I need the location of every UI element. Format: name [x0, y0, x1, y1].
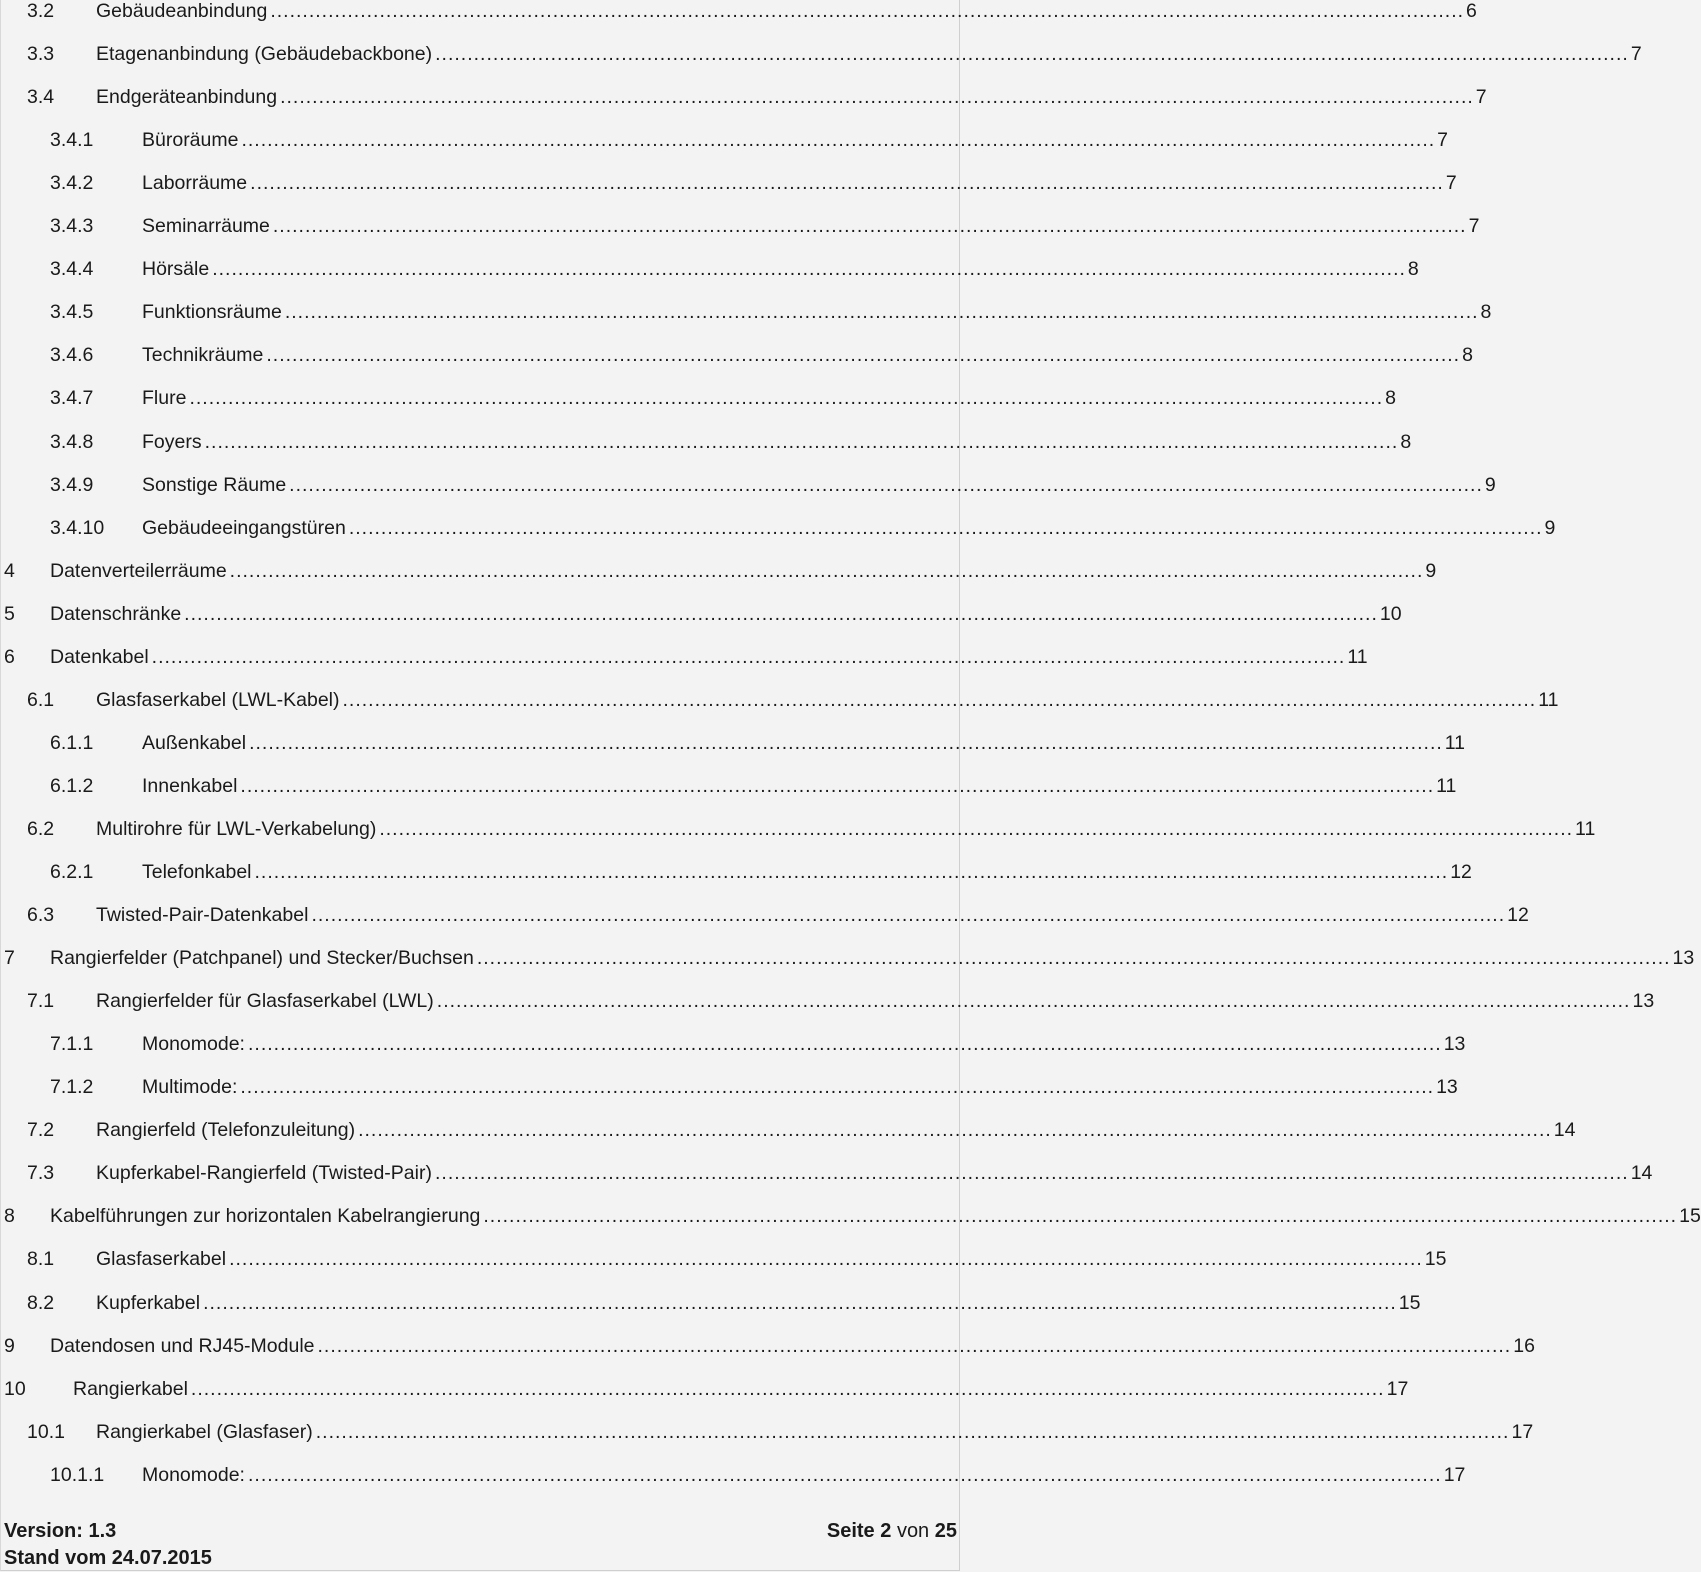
toc-entry[interactable]	[50, 128, 1449, 152]
toc-title: Außenkabel	[142, 731, 247, 754]
toc-entry[interactable]	[50, 774, 1457, 798]
toc-title: Gebäudeeingangstüren	[142, 516, 346, 539]
toc-number: 7.3	[27, 1162, 55, 1185]
toc-number: 3.3	[27, 43, 55, 66]
toc-leader-dots: ..........................................................................................................................................................................................	[483, 1205, 1678, 1228]
toc-number: 10	[4, 1377, 26, 1400]
toc-title: Multirohre für LWL-Verkabelung)	[96, 817, 377, 840]
toc-entry[interactable]	[4, 645, 1368, 669]
toc-page: 8	[1480, 301, 1492, 324]
toc-page: 11	[1575, 817, 1596, 840]
toc-page: 15	[1424, 1248, 1447, 1271]
toc-entry[interactable]	[50, 386, 1396, 410]
toc-page: 11	[1444, 731, 1466, 754]
toc-page: 11	[1538, 688, 1559, 711]
toc-number: 3.4.10	[50, 516, 105, 539]
toc-page: 17	[1511, 1420, 1534, 1443]
toc-entry[interactable]	[50, 343, 1473, 367]
toc-number: 8	[4, 1205, 15, 1228]
toc-entry[interactable]	[50, 430, 1412, 454]
toc-page: 8	[1400, 430, 1412, 453]
toc-entry[interactable]	[27, 1420, 1534, 1444]
toc-page: 8	[1407, 258, 1419, 281]
toc-number: 6.3	[27, 904, 55, 927]
toc-entry[interactable]	[27, 989, 1655, 1013]
toc-title: Rangierkabel (Glasfaser)	[96, 1420, 313, 1443]
toc-page: 7	[1630, 43, 1642, 66]
toc-leader-dots: ..........................................................................................................................................................................................	[241, 129, 1436, 152]
toc-title: Twisted-Pair-Datenkabel	[96, 904, 309, 927]
toc-number: 3.4	[27, 86, 55, 109]
toc-title: Rangierfelder für Glasfaserkabel (LWL)	[96, 990, 434, 1013]
toc-leader-dots: ..........................................................................................................................................................................................	[190, 1377, 1385, 1400]
toc-leader-dots: ..........................................................................................................................................................................................	[184, 602, 1378, 625]
toc-entry[interactable]	[50, 473, 1496, 497]
toc-number: 3.4.5	[50, 301, 94, 324]
toc-page: 13	[1436, 1076, 1458, 1099]
toc-title: Foyers	[142, 430, 202, 453]
toc-title: Rangierkabel	[73, 1377, 188, 1400]
toc-title: Laborräume	[142, 172, 248, 195]
toc-leader-dots: ..........................................................................................................................................................................................	[229, 559, 1424, 582]
toc-leader-dots: ..........................................................................................................................................................................................	[229, 1248, 1423, 1271]
toc-number: 3.4.2	[50, 172, 94, 195]
toc-title: Multimode:	[142, 1076, 238, 1099]
toc-title: Sonstige Räume	[142, 473, 287, 496]
toc-title: Monomode:	[142, 1033, 245, 1056]
toc-entry[interactable]	[4, 1334, 1535, 1358]
toc-leader-dots: ..........................................................................................................................................................................................	[247, 1463, 1442, 1486]
toc-leader-dots: ..........................................................................................................................................................................................	[250, 172, 1444, 195]
toc-page: 9	[1484, 473, 1496, 496]
toc-leader-dots: ..........................................................................................................................................................................................	[342, 688, 1537, 711]
toc-entry[interactable]	[27, 1291, 1421, 1315]
toc-leader-dots: ..........................................................................................................................................................................................	[317, 1334, 1512, 1357]
toc-title: Glasfaserkabel (LWL-Kabel)	[96, 688, 340, 711]
toc-title: Endgeräteanbindung	[96, 86, 278, 109]
toc-page: 10	[1379, 602, 1402, 625]
toc-title: Flure	[142, 387, 187, 410]
toc-number: 10.1	[27, 1420, 65, 1443]
footer-version: Version: 1.3	[4, 1520, 117, 1542]
toc-title: Kupferkabel	[96, 1291, 201, 1314]
page-of: von	[896, 1520, 930, 1542]
toc-number: 7.2	[27, 1119, 55, 1142]
toc-entry[interactable]	[50, 300, 1492, 324]
toc-leader-dots: ..........................................................................................................................................................................................	[476, 947, 1671, 970]
toc-title: Hörsäle	[142, 258, 210, 281]
toc-page: 17	[1443, 1463, 1466, 1486]
toc-number: 7.1.1	[50, 1033, 94, 1056]
toc-leader-dots: ..........................................................................................................................................................................................	[212, 258, 1406, 281]
toc-page: 6	[1466, 0, 1477, 22]
toc-entry[interactable]	[27, 0, 1477, 23]
toc-leader-dots: ..........................................................................................................................................................................................	[311, 904, 1506, 927]
toc-title: Funktionsräume	[142, 301, 282, 324]
toc-leader-dots: ..........................................................................................................................................................................................	[379, 817, 1574, 840]
toc-number: 6.2.1	[50, 861, 94, 883]
toc-page: 14	[1630, 1162, 1653, 1185]
toc-leader-dots: ..........................................................................................................................................................................................	[204, 430, 1399, 453]
toc-leader-dots: ..........................................................................................................................................................................................	[240, 1076, 1435, 1099]
toc-leader-dots: ..........................................................................................................................................................................................	[284, 301, 1479, 324]
toc-entry[interactable]	[27, 688, 1559, 712]
toc-page: 7	[1475, 86, 1487, 109]
toc-page: 8	[1385, 387, 1396, 410]
toc-leader-dots: ..........................................................................................................................................................................................	[434, 1162, 1629, 1185]
toc-leader-dots: ..........................................................................................................................................................................................	[315, 1420, 1510, 1443]
toc-entry[interactable]	[27, 1161, 1653, 1185]
toc-entry[interactable]	[50, 516, 1556, 540]
toc-page: 15	[1398, 1291, 1421, 1314]
toc-title: Monomode:	[142, 1463, 245, 1486]
toc-title: Rangierfeld (Telefonzuleitung)	[96, 1119, 356, 1142]
page-total: 25	[934, 1520, 957, 1542]
toc-page: 7	[1445, 172, 1457, 195]
toc-entry[interactable]	[4, 1377, 1409, 1401]
toc-entry[interactable]	[50, 214, 1480, 238]
toc-title: Glasfaserkabel	[96, 1248, 227, 1271]
toc-page: 14	[1553, 1119, 1576, 1142]
toc-number: 6.2	[27, 817, 55, 840]
toc-title: Datenkabel	[50, 645, 149, 668]
toc-entry[interactable]	[4, 559, 1437, 583]
toc-leader-dots: ..........................................................................................................................................................................................	[270, 0, 1465, 22]
toc-number: 4	[4, 559, 15, 582]
toc-page: 12	[1507, 904, 1529, 927]
toc-entry[interactable]	[27, 903, 1529, 927]
toc-entry[interactable]	[50, 1463, 1466, 1487]
toc-entry[interactable]	[50, 1075, 1458, 1099]
toc-number: 7.1	[27, 990, 55, 1013]
toc-page: 16	[1513, 1334, 1535, 1357]
toc-number: 3.2	[27, 0, 55, 22]
toc-title: Datendosen und RJ45-Module	[50, 1334, 315, 1357]
toc-entry[interactable]	[50, 731, 1466, 755]
toc-number: 3.4.9	[50, 473, 94, 496]
toc-title: Seminarräume	[142, 215, 270, 238]
toc-number: 8.2	[27, 1291, 55, 1314]
toc-title: Kabelführungen zur horizontalen Kabelrangierung	[50, 1205, 481, 1228]
toc-number: 3.4.1	[50, 129, 94, 152]
toc-number: 6.1	[27, 688, 55, 711]
page-prefix: Seite	[826, 1520, 875, 1542]
toc-page: 7	[1468, 215, 1480, 238]
toc-page: 15	[1679, 1205, 1701, 1228]
toc-entry[interactable]	[27, 1247, 1447, 1271]
toc-leader-dots: ..........................................................................................................................................................................................	[189, 387, 1384, 410]
toc-title: Gebäudeanbindung	[96, 0, 268, 22]
toc-leader-dots: ..........................................................................................................................................................................................	[436, 990, 1631, 1013]
footer-page-number	[827, 1519, 957, 1543]
toc-number: 3.4.3	[50, 215, 94, 238]
toc-entry[interactable]	[27, 42, 1642, 66]
toc-page: 13	[1443, 1033, 1466, 1056]
toc-leader-dots: ..........................................................................................................................................................................................	[435, 43, 1629, 66]
page-current: 2	[880, 1520, 892, 1542]
toc-number: 6.1.2	[50, 774, 94, 797]
toc-leader-dots: ..........................................................................................................................................................................................	[280, 86, 1474, 109]
toc-number: 8.1	[27, 1248, 55, 1271]
toc-entry[interactable]	[4, 1204, 1701, 1228]
toc-entry[interactable]	[27, 85, 1487, 109]
toc-page: 11	[1436, 774, 1457, 797]
toc-title: Kupferkabel-Rangierfeld (Twisted-Pair)	[96, 1162, 432, 1185]
toc-number: 3.4.4	[50, 258, 94, 281]
toc-entry[interactable]	[27, 1118, 1576, 1142]
toc-title: Datenverteilerräume	[50, 559, 227, 582]
toc-entry[interactable]	[50, 171, 1457, 195]
toc-title: Etagenanbindung (Gebäudebackbone)	[96, 43, 433, 66]
toc-title: Innenkabel	[142, 774, 238, 797]
toc-leader-dots: ..........................................................................................................................................................................................	[151, 645, 1346, 668]
toc-page: 9	[1544, 516, 1556, 539]
toc-leader-dots: ..........................................................................................................................................................................................	[272, 215, 1467, 238]
toc-leader-dots: ..........................................................................................................................................................................................	[240, 774, 1435, 797]
toc-leader-dots: ..........................................................................................................................................................................................	[289, 473, 1483, 496]
toc-number: 10.1.1	[50, 1463, 105, 1486]
toc-title: Büroräume	[142, 129, 239, 152]
toc-page: 11	[1347, 645, 1368, 668]
toc-number: 3.4.6	[50, 344, 94, 367]
toc-title: Datenschränke	[50, 602, 182, 625]
footer-date: Stand vom 24.07.2015	[4, 1547, 212, 1569]
toc-entry[interactable]	[4, 602, 1402, 626]
toc-entry[interactable]	[4, 946, 1695, 970]
toc-leader-dots: ..........................................................................................................................................................................................	[254, 861, 1449, 883]
toc-leader-dots: ..........................................................................................................................................................................................	[266, 344, 1461, 367]
toc-number: 5	[4, 602, 15, 625]
toc-page: 9	[1425, 559, 1437, 582]
toc-page: 12	[1450, 861, 1472, 883]
toc-page: 17	[1386, 1377, 1409, 1400]
toc-number: 7.1.2	[50, 1076, 94, 1099]
toc-number: 9	[4, 1334, 15, 1357]
toc-number: 3.4.8	[50, 430, 94, 453]
toc-leader-dots: ..........................................................................................................................................................................................	[358, 1119, 1552, 1142]
toc-leader-dots: ..........................................................................................................................................................................................	[203, 1291, 1397, 1314]
toc-number: 6.1.1	[50, 731, 94, 754]
toc-entry[interactable]	[50, 1032, 1466, 1056]
toc-page: 13	[1632, 990, 1655, 1013]
toc-entry[interactable]	[27, 817, 1596, 841]
toc-leader-dots: ..........................................................................................................................................................................................	[247, 1033, 1442, 1056]
toc-entry[interactable]	[50, 860, 1472, 884]
toc-title: Telefonkabel	[142, 861, 252, 883]
toc-entry[interactable]	[50, 257, 1419, 281]
toc-page: 7	[1437, 129, 1449, 152]
toc-title: Technikräume	[142, 344, 264, 367]
toc-page: 13	[1672, 947, 1695, 970]
toc-title: Rangierfelder (Patchpanel) und Stecker/Buchsen	[50, 947, 474, 970]
toc-leader-dots: ..........................................................................................................................................................................................	[249, 731, 1443, 754]
toc-number: 3.4.7	[50, 387, 94, 410]
toc-number: 6	[4, 645, 15, 668]
toc-page: 8	[1462, 344, 1473, 367]
toc-number: 7	[4, 947, 15, 970]
toc-leader-dots: ..........................................................................................................................................................................................	[348, 516, 1543, 539]
